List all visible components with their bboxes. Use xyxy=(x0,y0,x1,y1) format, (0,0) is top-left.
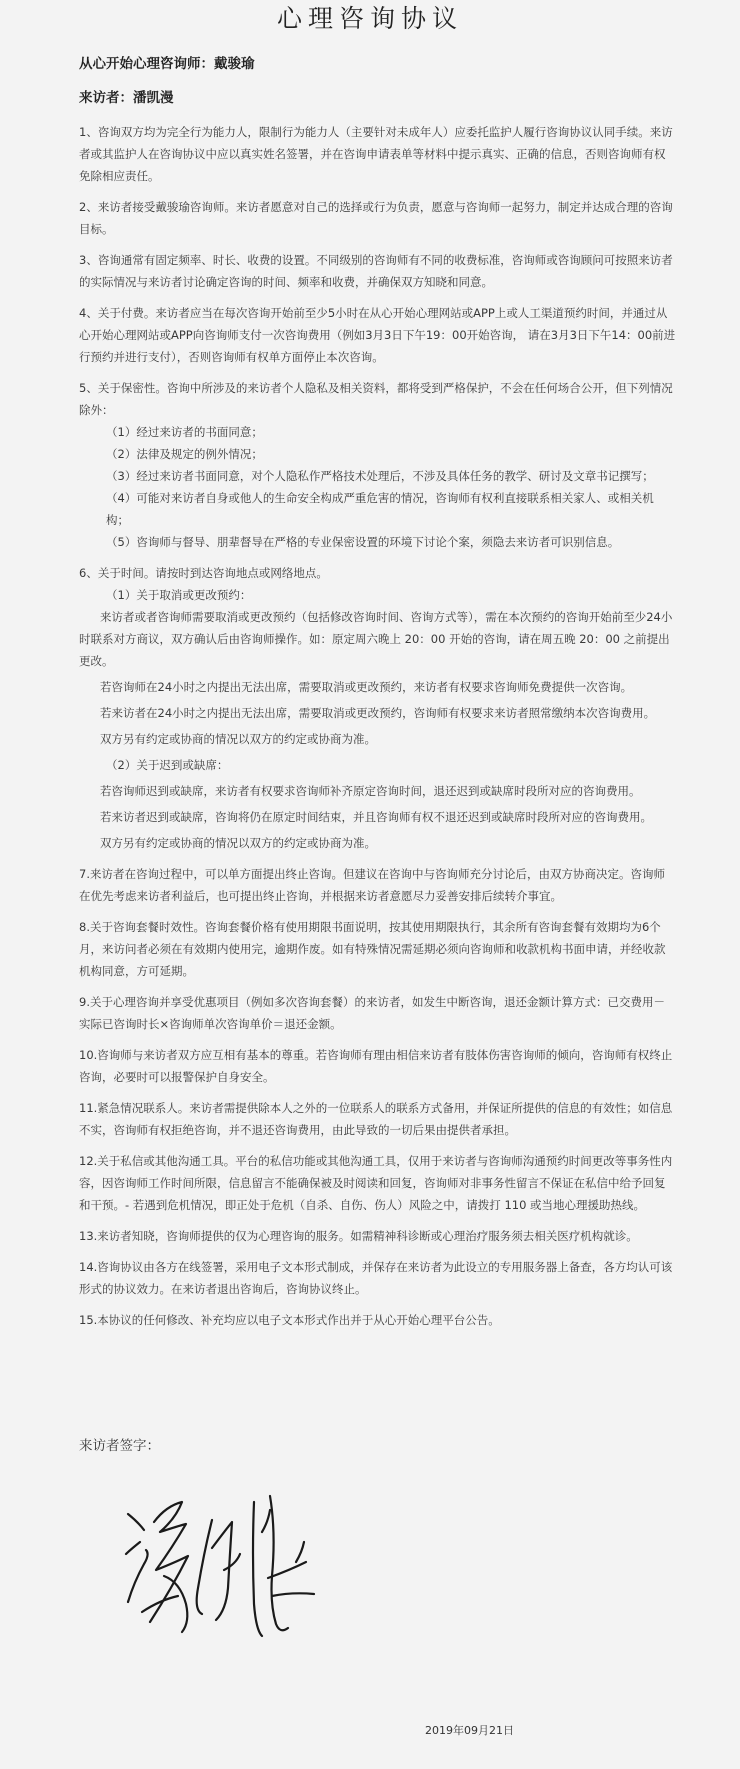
client-signature xyxy=(120,1492,340,1642)
clause-11: 11.紧急情况联系人。来访者需提供除本人之外的一位联系人的联系方式备用，并保证所提供的信息的有效性；如信息不实，咨询师有权拒绝咨询，并不退还咨询费用，由此导致的一切后果由提供者承担。 xyxy=(79,1101,673,1137)
clause-5: 5、关于保密性。咨询中所涉及的来访者个人隐私及相关资料，都将受到严格保护，不会在任何场合公开，但下列情况除外： xyxy=(79,381,673,417)
clause-3: 3、咨询通常有固定频率、时长、收费的设置。不同级别的咨询师有不同的收费标准，咨询师或咨询顾问可按照来访者的实际情况与来访者讨论确定咨询的时间、频率和收费，并确保双方知晓和同意。 xyxy=(79,253,673,289)
clause-8: 8.关于咨询套餐时效性。咨询套餐价格有使用期限书面说明，按其使用期限执行，其余所有咨询套餐有效期均为6个月，来访问者必须在有效期内使用完，逾期作废。如有特殊情况需延期必须向咨询师和收款机构书面申请，并经收款机构同意，方可延期。 xyxy=(79,920,666,978)
clause-5-item: （4）可能对来访者自身或他人的生命安全构成严重危害的情况，咨询师有权利直接联系相关家人、或相关机构； xyxy=(106,491,654,527)
clause-2: 2、来访者接受戴骏瑜咨询师。来访者愿意对自己的选择或行为负责，愿意与咨询师一起努力，制定并达成合理的咨询目标。 xyxy=(79,200,673,236)
clause-12: 12.关于私信或其他沟通工具。平台的私信功能或其他沟通工具，仅用于来访者与咨询师沟通预约时间更改等事务性内容，因咨询师工作时间所限，信息留言不能确保被及时阅读和回复，咨询师对非事务性留言不保证在私信中给予回复和干预。- 若遇到危机情况，即正处于危机（自杀、自伤、伤人）风险之中，请拨打 110 或当地心理援助热线。 xyxy=(79,1154,673,1212)
agreement-body xyxy=(0,121,740,1331)
signing-date: 2019年09月21日 xyxy=(425,1724,514,1737)
clause-5-item: （3）经过来访者书面同意，对个人隐私作严格技术处理后，不涉及具体任务的教学、研讨及文章书记撰写； xyxy=(106,469,654,483)
clause-10: 10.咨询师与来访者双方应互相有基本的尊重。若咨询师有理由相信来访者有肢体伤害咨询师的倾向，咨询师有权终止咨询，必要时可以报警保护自身安全。 xyxy=(79,1048,673,1084)
clause-5-item: （2）法律及规定的例外情况； xyxy=(106,447,263,461)
clause-6-sub1-para: 双方另有约定或协商的情况以双方的约定或协商为准。 xyxy=(100,732,376,746)
parties-block xyxy=(0,35,740,109)
clause-1: 1、咨询双方均为完全行为能力人，限制行为能力人（主要针对未成年人）应委托监护人履行咨询协议认同手续。来访者或其监护人在咨询协议中应以真实姓名签署，并在咨询申请表单等材料中提示真实、正确的信息，否则咨询师有权免除相应责任。 xyxy=(79,125,673,183)
clause-6-sub2-para: 若来访者迟到或缺席，咨询将仍在原定时间结束，并且咨询师有权不退还迟到或缺席时段所对应的咨询费用。 xyxy=(100,810,652,824)
clause-6-sub1-para: 若咨询师在24小时之内提出无法出席，需要取消或更改预约，来访者有权要求咨询师免费提供一次咨询。 xyxy=(100,680,633,694)
signature-label: 来访者签字： xyxy=(79,1438,160,1454)
clause-6-sub1-title: （1）关于取消或更改预约： xyxy=(106,588,252,602)
clause-6-sub2-title: （2）关于迟到或缺席： xyxy=(106,758,229,772)
clause-6: 6、关于时间。请按时到达咨询地点或网络地点。 xyxy=(79,566,328,580)
clause-14: 14.咨询协议由各方在线签署，采用电子文本形式制成，并保存在来访者为此设立的专用服务器上备查，各方均认可该形式的协议效力。在来访者退出咨询后，咨询协议终止。 xyxy=(79,1260,673,1296)
clause-5-item: （1）经过来访者的书面同意； xyxy=(106,425,263,439)
clause-15: 15.本协议的任何修改、补充均应以电子文本形式作出并于从心开始心理平台公告。 xyxy=(79,1313,500,1327)
clause-6-sub2-para: 双方另有约定或协商的情况以双方的约定或协商为准。 xyxy=(100,836,376,850)
page-title: 心理咨询协议 xyxy=(276,4,463,33)
clause-5-item: （5）咨询师与督导、朋辈督导在严格的专业保密设置的环境下讨论个案，须隐去来访者可识别信息。 xyxy=(106,535,620,549)
clause-9: 9.关于心理咨询并享受优惠项目（例如多次咨询套餐）的来访者，如发生中断咨询，退还金额计算方式：已交费用－实际已咨询时长×咨询师单次咨询单价＝退还金额。 xyxy=(79,995,665,1031)
counselor-line: 从心开始心理咨询师：戴骏瑜 xyxy=(79,56,255,72)
clause-6-sub2-para: 若咨询师迟到或缺席，来访者有权要求咨询师补齐原定咨询时间，退还迟到或缺席时段所对应的咨询费用。 xyxy=(100,784,641,798)
clause-6-sub1-para: 若来访者在24小时之内提出无法出席，需要取消或更改预约，咨询师有权要求来访者照常缴纳本次咨询费用。 xyxy=(100,706,656,720)
clause-7: 7.来访者在咨询过程中，可以单方面提出终止咨询。但建议在咨询中与咨询师充分讨论后，由双方协商决定。咨询师在优先考虑来访者利益后，也可提出终止咨询，并根据来访者意愿尽力妥善安排后续转介事宜。 xyxy=(79,867,665,903)
client-line: 来访者：潘凯漫 xyxy=(79,90,174,106)
clause-6-sub1-para: 来访者或者咨询师需要取消或更改预约（包括修改咨询时间、咨询方式等），需在本次预约的咨询开始前至少24小时联系对方商议，双方确认后由咨询师操作。如：原定周六晚上 20：00 开始的咨询，请在周五晚 20：00 之前提出更改。 xyxy=(79,610,673,668)
clause-4: 4、关于付费。来访者应当在每次咨询开始前至少5小时在从心开始心理网站或APP上或人工渠道预约时间，并通过从心开始心理网站或APP向咨询师支付一次咨询费用（例如3月3日下午19：00开始咨询， 请在3月3日下午14：00前进行预约并进行支付），否则咨询师有权单方面停止本次咨询。 xyxy=(79,306,676,364)
clause-13: 13.来访者知晓，咨询师提供的仅为心理咨询的服务。如需精神科诊断或心理治疗服务须去相关医疗机构就诊。 xyxy=(79,1229,638,1243)
